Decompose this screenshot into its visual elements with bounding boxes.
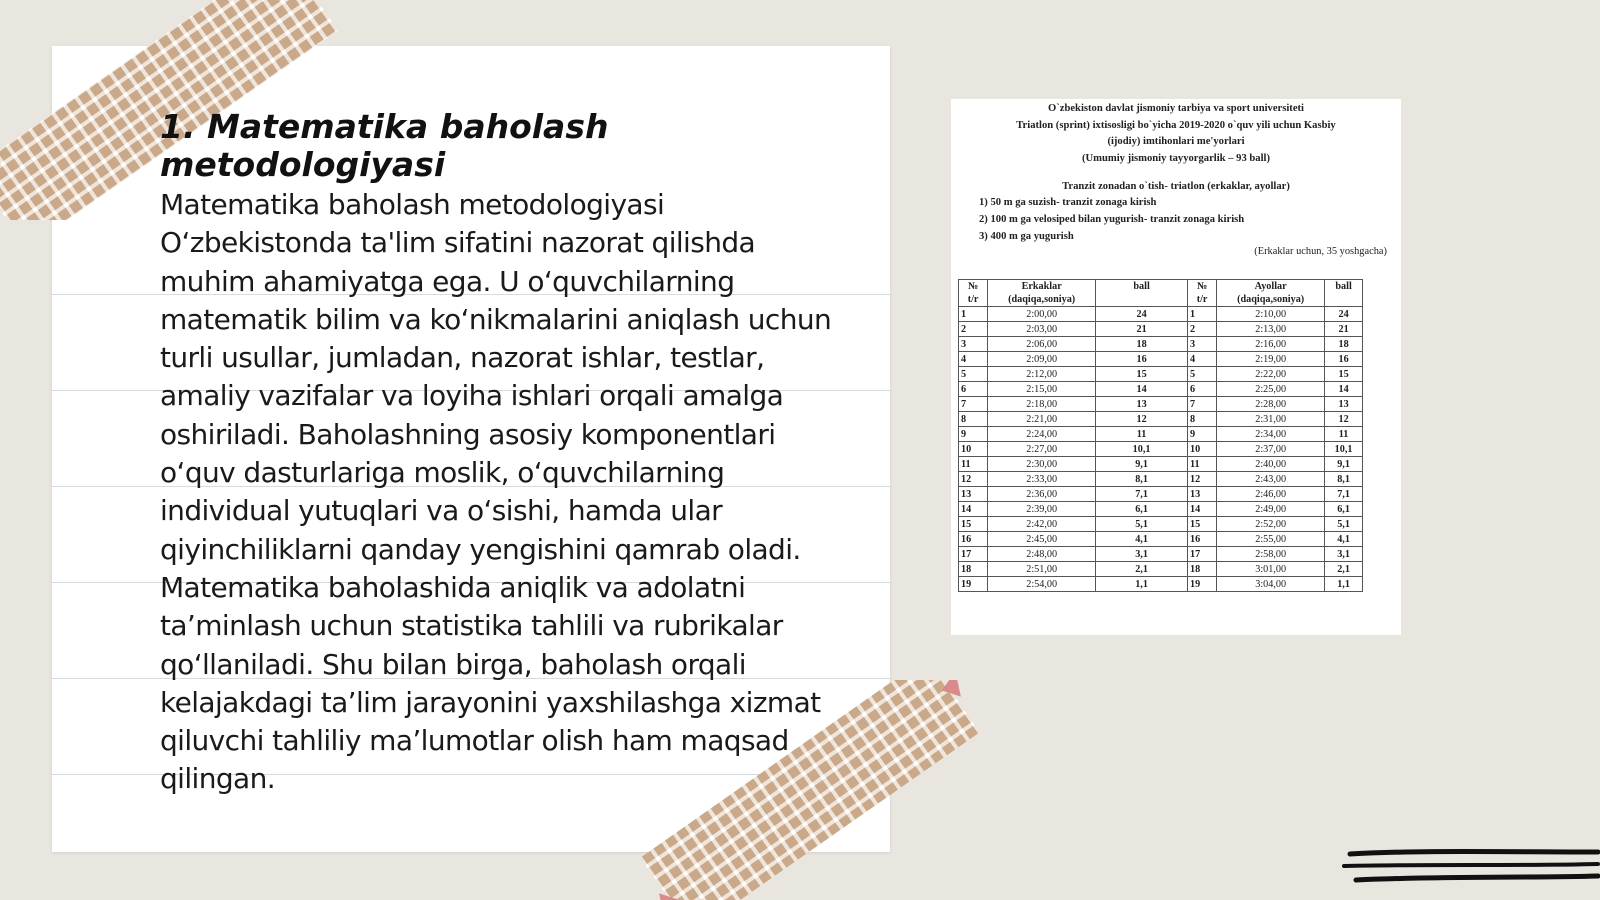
table-cell: 2:55,00: [1217, 532, 1325, 547]
table-cell: 2:51,00: [988, 562, 1096, 577]
table-cell: 5,1: [1325, 517, 1363, 532]
table-cell: 2:42,00: [988, 517, 1096, 532]
table-row: [959, 412, 1363, 427]
table-cell: 2:27,00: [988, 442, 1096, 457]
table-row: [959, 487, 1363, 502]
table-cell: 7,1: [1325, 487, 1363, 502]
table-cell: 14: [1325, 382, 1363, 397]
document-header-line: Triatlon (sprint) ixtisosligi bo`yicha 2019-2020 o`quv yili uchun Kasbiy: [1016, 119, 1336, 131]
table-cell: 9,1: [1096, 457, 1188, 472]
table-cell: 6: [959, 382, 988, 397]
table-row: [959, 307, 1363, 322]
table-row: [959, 397, 1363, 412]
table-cell: 8,1: [1325, 472, 1363, 487]
table-cell: 2:12,00: [988, 367, 1096, 382]
table-cell: 2,1: [1096, 562, 1188, 577]
table-cell: 3:04,00: [1217, 577, 1325, 592]
table-cell: 2,1: [1325, 562, 1363, 577]
table-cell: 11: [1187, 457, 1216, 472]
table-cell: 2:49,00: [1217, 502, 1325, 517]
table-cell: 2:43,00: [1217, 472, 1325, 487]
table-cell: 2:33,00: [988, 472, 1096, 487]
document-item-list: [979, 194, 1401, 245]
table-cell: 2:40,00: [1217, 457, 1325, 472]
table-body: [959, 307, 1363, 592]
table-cell: 3,1: [1325, 547, 1363, 562]
table-cell: 3: [1187, 337, 1216, 352]
decorative-brush-lines: [1340, 842, 1600, 892]
table-cell: 1,1: [1325, 577, 1363, 592]
table-cell: 15: [1325, 367, 1363, 382]
table-header-row: [959, 280, 1363, 307]
table-cell: 2:58,00: [1217, 547, 1325, 562]
table-cell: 2:30,00: [988, 457, 1096, 472]
table-cell: 5,1: [1096, 517, 1188, 532]
table-header: Erkaklar (daqiqa,soniya): [988, 280, 1096, 307]
document-header-line: (Umumiy jismoniy tayyorgarlik – 93 ball): [1081, 152, 1271, 164]
table-row: [959, 382, 1363, 397]
scanned-document: [951, 99, 1401, 635]
table-cell: 2:03,00: [988, 322, 1096, 337]
table-row: [959, 502, 1363, 517]
table-cell: 2:34,00: [1217, 427, 1325, 442]
table-row: [959, 517, 1363, 532]
table-row: [959, 352, 1363, 367]
table-cell: 8: [1187, 412, 1216, 427]
table-cell: 10,1: [1096, 442, 1188, 457]
table-cell: 7: [959, 397, 988, 412]
table-cell: 16: [959, 532, 988, 547]
table-cell: 19: [959, 577, 988, 592]
table-cell: 2:21,00: [988, 412, 1096, 427]
table-cell: 2:36,00: [988, 487, 1096, 502]
table-cell: 2: [959, 322, 988, 337]
table-cell: 8: [959, 412, 988, 427]
table-cell: 13: [1325, 397, 1363, 412]
table-cell: 17: [959, 547, 988, 562]
table-row: [959, 457, 1363, 472]
document-item: 2) 100 m ga velosiped bilan yugurish- tranzit zonaga kirish: [979, 214, 1245, 225]
document-note: (Erkaklar uchun, 35 yoshgacha): [1254, 246, 1387, 257]
table-cell: 11: [1325, 427, 1363, 442]
table-cell: 12: [1325, 412, 1363, 427]
table-header: № t/r: [1187, 280, 1216, 307]
document-subtitle: Tranzit zonadan o`tish- triatlon (erkaklar, ayollar): [1062, 181, 1290, 192]
table-cell: 2:39,00: [988, 502, 1096, 517]
table-row: [959, 562, 1363, 577]
table-cell: 14: [959, 502, 988, 517]
table-cell: 7: [1187, 397, 1216, 412]
table-cell: 2:46,00: [1217, 487, 1325, 502]
table-cell: 14: [1187, 502, 1216, 517]
table-cell: 5: [959, 367, 988, 382]
table-row: [959, 547, 1363, 562]
table-cell: 2:16,00: [1217, 337, 1325, 352]
table-cell: 1: [959, 307, 988, 322]
table-cell: 13: [1096, 397, 1188, 412]
slide-title: 1. Matematika baholash metodologiyasi: [160, 107, 609, 184]
table-cell: 15: [1187, 517, 1216, 532]
norms-table: [958, 279, 1363, 592]
table-cell: 10: [959, 442, 988, 457]
table-cell: 13: [959, 487, 988, 502]
table-cell: 6,1: [1325, 502, 1363, 517]
table-header: ball: [1096, 280, 1188, 307]
table-cell: 2:19,00: [1217, 352, 1325, 367]
document-item: 3) 400 m ga yugurish: [979, 231, 1074, 242]
table-header: ball: [1325, 280, 1363, 307]
table-cell: 21: [1325, 322, 1363, 337]
table-row: [959, 427, 1363, 442]
table-cell: 12: [1096, 412, 1188, 427]
table-cell: 4: [959, 352, 988, 367]
table-cell: 16: [1096, 352, 1188, 367]
table-cell: 3: [959, 337, 988, 352]
table-cell: 15: [959, 517, 988, 532]
table-cell: 6: [1187, 382, 1216, 397]
table-header: Ayollar (daqiqa,soniya): [1217, 280, 1325, 307]
table-cell: 2:09,00: [988, 352, 1096, 367]
table-cell: 14: [1096, 382, 1188, 397]
table-cell: 17: [1187, 547, 1216, 562]
table-cell: 2:48,00: [988, 547, 1096, 562]
table-cell: 2:45,00: [988, 532, 1096, 547]
table-cell: 2:31,00: [1217, 412, 1325, 427]
table-cell: 9: [1187, 427, 1216, 442]
table-cell: 1: [1187, 307, 1216, 322]
document-header-line: (ijodiy) imtihonlari me'yorlari: [1107, 136, 1245, 147]
table-cell: 12: [959, 472, 988, 487]
table-header: № t/r: [959, 280, 988, 307]
table-cell: 6,1: [1096, 502, 1188, 517]
table-cell: 13: [1187, 487, 1216, 502]
table-cell: 2:24,00: [988, 427, 1096, 442]
table-cell: 18: [1187, 562, 1216, 577]
table-cell: 24: [1096, 307, 1188, 322]
table-row: [959, 472, 1363, 487]
table-row: [959, 337, 1363, 352]
table-cell: 2:15,00: [988, 382, 1096, 397]
table-cell: 2:52,00: [1217, 517, 1325, 532]
table-cell: 16: [1187, 532, 1216, 547]
table-cell: 15: [1096, 367, 1188, 382]
table-cell: 5: [1187, 367, 1216, 382]
document-item: 1) 50 m ga suzish- tranzit zonaga kirish: [979, 197, 1157, 208]
table-row: [959, 532, 1363, 547]
table-cell: 9: [959, 427, 988, 442]
table-cell: 2:28,00: [1217, 397, 1325, 412]
table-cell: 21: [1096, 322, 1188, 337]
table-cell: 11: [1096, 427, 1188, 442]
table-cell: 1,1: [1096, 577, 1188, 592]
table-cell: 2:00,00: [988, 307, 1096, 322]
table-cell: 4,1: [1325, 532, 1363, 547]
table-row: [959, 577, 1363, 592]
table-cell: 2: [1187, 322, 1216, 337]
table-cell: 18: [1096, 337, 1188, 352]
table-cell: 18: [959, 562, 988, 577]
table-cell: 16: [1325, 352, 1363, 367]
table-cell: 7,1: [1096, 487, 1188, 502]
table-cell: 2:25,00: [1217, 382, 1325, 397]
table-cell: 8,1: [1096, 472, 1188, 487]
document-header: [951, 99, 1401, 167]
table-cell: 10: [1187, 442, 1216, 457]
table-cell: 10,1: [1325, 442, 1363, 457]
table-row: [959, 442, 1363, 457]
table-cell: 2:13,00: [1217, 322, 1325, 337]
table-row: [959, 367, 1363, 382]
table-cell: 9,1: [1325, 457, 1363, 472]
table-cell: 24: [1325, 307, 1363, 322]
table-cell: 2:06,00: [988, 337, 1096, 352]
table-cell: 3,1: [1096, 547, 1188, 562]
table-cell: 11: [959, 457, 988, 472]
table-cell: 2:18,00: [988, 397, 1096, 412]
slide-body-text: Matematika baholash metodologiyasi O‘zbekistonda ta'lim sifatini nazorat qilishda muhim ahamiyatga ega. U o‘quvchilarning matematik bilim va ko‘nikmalarini aniqlash uchun turli usullar, jumladan, nazorat ishlar, testlar, amaliy vazifalar va loyiha ishlari orqali amalga oshiriladi. Baholashning asosiy komponentlari o‘quv dasturlariga moslik, o‘quvchilarning individual yutuqlari va o‘sishi, hamda ular qiyinchiliklarni qanday yengishini qamrab oladi. Matematika baholashida aniqlik va adolatni ta’minlash uchun statistika tahlili va rubrikalar qo‘llaniladi. Shu bilan birga, baholash orqali kelajakdagi ta’lim jarayonini yaxshilashga xizmat qiluvchi tahliliy ma’lumotlar olish ham maqsad qilingan.: [160, 188, 832, 796]
table-cell: 18: [1325, 337, 1363, 352]
table-cell: 4,1: [1096, 532, 1188, 547]
table-row: [959, 322, 1363, 337]
document-header-line: O`zbekiston davlat jismoniy tarbiya va sport universiteti: [1047, 103, 1304, 114]
table-cell: 3:01,00: [1217, 562, 1325, 577]
table-cell: 2:10,00: [1217, 307, 1325, 322]
table-cell: 12: [1187, 472, 1216, 487]
table-cell: 2:37,00: [1217, 442, 1325, 457]
table-cell: 2:54,00: [988, 577, 1096, 592]
table-cell: 19: [1187, 577, 1216, 592]
table-cell: 4: [1187, 352, 1216, 367]
table-cell: 2:22,00: [1217, 367, 1325, 382]
